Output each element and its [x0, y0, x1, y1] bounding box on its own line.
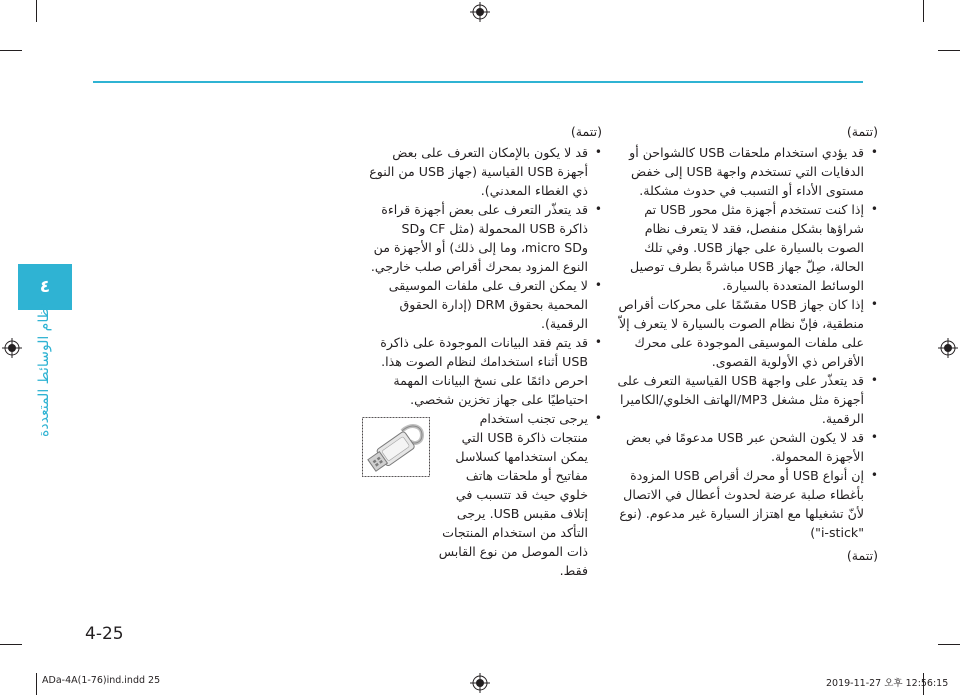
crop-mark	[36, 673, 37, 695]
usb-keychain-stick-icon	[362, 417, 430, 477]
registration-mark-icon	[938, 338, 958, 358]
header-rule	[93, 81, 863, 83]
usb-item-row	[362, 409, 588, 580]
registration-mark-icon	[470, 673, 490, 693]
continued-label-bottom: (تتمة)	[846, 548, 878, 563]
chapter-number: ٤	[39, 277, 51, 297]
page-number: 4-25	[85, 624, 124, 644]
list-item: • لا يمكن التعرف على ملفات الموسيقى المحمية بحقوق DRM (إدارة الحقوق الرقمية).	[362, 276, 602, 333]
registration-mark-icon	[470, 2, 490, 22]
bullet-list	[610, 143, 878, 542]
list-item: • إذا كان جهاز USB مقسّمًا على محركات أقراص منطقية، فإنّ نظام الصوت بالسيارة لا يتعرف إلاّ على ملفات الموسيقى الموجودة على محرك الأقراص ذي الأولوية القصوى.	[610, 295, 878, 371]
list-item: • قد لا يكون الشحن عبر USB مدعومًا في بعض الأجهزة المحمولة.	[610, 428, 878, 466]
bullet-list	[362, 143, 602, 580]
footer-file-name: ADa-4A(1-76)ind.indd 25	[42, 675, 161, 686]
list-item: • إن أنواع USB أو محرك أقراص USB المزودة بأغطاء صلبة عرضة لحدوث أعطال في الاتصال لأنّ تشغيلها مع اهتزاز السيارة غير مدعوم. (نوع "i-stick")	[610, 466, 878, 542]
crop-mark	[923, 0, 924, 22]
list-item: • إذا كنت تستخدم أجهزة مثل محور USB تم شراؤها بشكل منفصل، فقد لا يتعرف نظام الصوت بالسيارة على جهاز USB. وفي تلك الحالة، صِلّ جهاز USB مباشرةً بطرف توصيل الوسائط المتعددة بالسيارة.	[610, 200, 878, 295]
crop-mark	[938, 50, 960, 51]
list-item: • قد لا يكون بالإمكان التعرف على بعض أجهزة USB القياسية (جهاز USB من النوع ذي الغطاء المعدني).	[362, 143, 602, 200]
continued-label: (تتمة)	[570, 124, 602, 139]
list-item-text: • يرجى تجنب استخدام منتجات ذاكرة USB التي يمكن استخدامها كسلاسل مفاتيح أو ملحقات هاتف خلوي حيث قد تتسبب في إتلاف مقبس USB. يرجى التأكد من استخدام المنتجات ذات الموصل من نوع القابس فقط.	[438, 411, 588, 578]
footer-timestamp: 2019-11-27 오후 12:56:15	[826, 678, 949, 689]
list-item: • قد يتعذّر التعرف على بعض أجهزة قراءة ذاكرة USB المحمولة (مثل CF وSD وmicro SD، وما إلى ذلك) أو الأجهزة من النوع المزود بمحرك أقراص صلب خارجي.	[362, 200, 602, 276]
crop-mark	[0, 50, 22, 51]
list-item: • قد يتم فقد البيانات الموجودة على ذاكرة USB أثناء استخدامك لنظام الصوت هذا. احرص دائمًا على نسخ البيانات المهمة احتياطيًا على جهاز تخزين شخصي.	[362, 333, 602, 409]
chapter-title: نظام الوسائط المتعددة	[36, 303, 52, 437]
left-column	[362, 122, 602, 580]
right-column	[610, 122, 878, 565]
registration-mark-icon	[2, 338, 22, 358]
crop-mark	[36, 0, 37, 22]
chapter-title-container	[22, 303, 66, 437]
list-item: • قد يتعذّر على واجهة USB القياسية التعرف على أجهزة مثل مشغل MP3/الهاتف الخلوي/الكاميرا الرقمية.	[610, 371, 878, 428]
crop-mark	[0, 644, 22, 645]
continued-label: (تتمة)	[846, 124, 878, 139]
list-item-with-image	[362, 409, 602, 580]
list-item: • قد يؤدي استخدام ملحقات USB كالشواحن أو الدفايات التي تستخدم واجهة USB إلى خفض مستوى الأداء أو التسبب في حدوث مشكلة.	[610, 143, 878, 200]
crop-mark	[938, 644, 960, 645]
